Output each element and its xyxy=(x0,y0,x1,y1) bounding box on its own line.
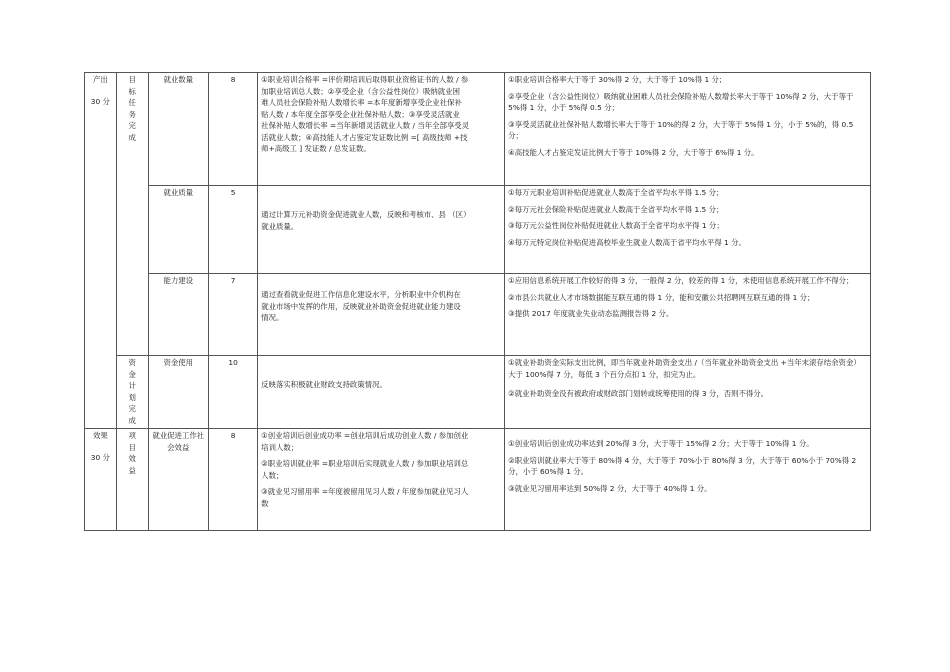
description-line: 社保补贴人数增长率 =当年新增灵活就业人数 / 当年全部享受灵 xyxy=(261,121,470,130)
sub-category-cell xyxy=(116,73,148,356)
description-line: 反映落实积极就业财政支持政策情况。 xyxy=(261,380,387,389)
description-cell xyxy=(258,274,505,356)
criteria-cell xyxy=(505,274,871,356)
indicator-cell: 能力建设 xyxy=(148,274,208,356)
criteria-item: ②市县公共就业人才市场数据能互联互通的得 1 分，能和安徽公共招聘网互联互通的得 1 分； xyxy=(508,292,815,302)
category-cell-effect xyxy=(85,429,117,531)
weight-cell: 8 xyxy=(208,73,257,186)
criteria-item: ①应用信息系统开展工作较好的得 3 分，一般得 2 分，较差的得 1 分，未使用信息系统开展工作不得分； xyxy=(508,276,854,285)
criteria-item: ②享受企业（含公益性岗位）吸纳就业困难人员社会保险补贴人数增长率大于等于 10%得 2 分，大于等于 5%得 1 分，小于 5%得 0.5 分； xyxy=(508,91,854,112)
table-row xyxy=(85,356,871,429)
indicator-cell: 就业促进工作社会效益 xyxy=(148,429,208,531)
indicator-cell: 资金使用 xyxy=(148,356,208,429)
description-line: 人数； xyxy=(261,470,284,480)
criteria-item: ①每万元职业培训补贴促进就业人数高于全省平均水平得 1.5 分； xyxy=(508,188,724,197)
criteria-item: ②职业培训就业率大于等于 80%得 4 分，大于等于 70%小于 80%得 3 分，大于等于 60%小于 70%得 2 分，小于 60%得 1 分。 xyxy=(508,455,857,476)
criteria-item: ④高技能人才占鉴定发证比例大于等于 10%得 2 分，大于等于 6%得 1 分。 xyxy=(508,147,759,157)
category-name: 产出 xyxy=(92,75,108,84)
criteria-item: ①职业培训合格率大于等于 30%得 2 分，大于等于 10%得 1 分； xyxy=(508,75,727,84)
description-line: 师+高级工 ] 发证数 / 总发证数。 xyxy=(261,144,371,153)
description-line: ②职业培训就业率 =职业培训后实现就业人数 / 参加职业培训总 xyxy=(261,459,469,468)
description-cell xyxy=(258,73,505,186)
table-row xyxy=(85,274,871,356)
criteria-item: ③提供 2017 年度就业失业动态监测报告得 2 分。 xyxy=(508,309,674,318)
weight-cell: 8 xyxy=(208,429,257,531)
weight-cell: 7 xyxy=(208,274,257,356)
description-line: 加职业培训总人数；②享受企业（含公益性岗位）吸纳就业困 xyxy=(261,86,460,96)
sub-category-cell xyxy=(116,429,148,531)
performance-evaluation-table xyxy=(84,72,871,531)
category-name: 效果 xyxy=(92,431,108,440)
criteria-item: ③就业见习留用率达到 50%得 2 分，大于等于 40%得 1 分。 xyxy=(508,483,712,493)
criteria-item: ②就业补助资金没有被政府或财政部门划转或统筹使用的得 3 分，否则不得分。 xyxy=(508,389,769,398)
sub-category-name: 项目效益 xyxy=(128,431,136,475)
description-line: ③就业见习留用率 =年度被留用见习人数 / 年度参加就业见习人 xyxy=(261,487,469,496)
description-cell xyxy=(258,429,505,531)
criteria-item: ③每万元公益性岗位补贴促进就业人数高于全省平均水平得 1 分； xyxy=(508,221,724,230)
indicator-cell: 就业数量 xyxy=(148,73,208,186)
table-row xyxy=(85,73,871,186)
description-line: 培训人数； xyxy=(261,442,299,452)
description-line: 就业市场中发挥的作用，反映就业补助资金促进就业能力建设 xyxy=(261,301,461,311)
indicator-cell: 就业质量 xyxy=(148,186,208,274)
description-line: 情况。 xyxy=(261,313,284,322)
table-row xyxy=(85,429,871,531)
table-row xyxy=(85,186,871,274)
description-cell xyxy=(258,186,505,274)
description-line: 贴人数 / 本年度全部享受企业社保补贴人数；③享受灵活就业 xyxy=(261,109,460,119)
criteria-cell xyxy=(505,356,871,429)
criteria-cell xyxy=(505,73,871,186)
criteria-item: ①创业培训后创业成功率达到 20%得 3 分，大于等于 15%得 2 分；大于等于 10%得 1 分。 xyxy=(508,439,814,448)
criteria-item: ①就业补助资金实际支出比例，即当年就业补助资金支出 /（当年就业补助资金支出 +当年末滚存结余资金）大于 100%得 7 分，每低 3 个百分点扣 1 分，扣完为止。 xyxy=(508,358,861,379)
description-line: 通过计算万元补助资金促进就业人数，反映和考核市、县 （区） xyxy=(261,210,471,219)
weight-cell: 10 xyxy=(208,356,257,429)
description-paragraph xyxy=(261,486,501,509)
category-score: 30 分 xyxy=(90,452,110,462)
criteria-item: ②每万元社会保险补贴促进就业人数高于全省平均水平得 1.5 分； xyxy=(508,204,724,214)
description-line: 难人员社会保险补贴人数增长率 =本年度新增享受企业社保补 xyxy=(261,98,462,107)
category-score: 30 分 xyxy=(90,96,110,106)
description-line: 通过查看就业促进工作信息化建设水平，分析职业中介机构在 xyxy=(261,290,461,299)
description-paragraph xyxy=(261,458,501,481)
description-line: 活就业人数；④高技能人才占鉴定发证数比例 =[ 高级技师 +技 xyxy=(261,132,468,142)
sub-category-name: 资金计划完成 xyxy=(128,358,136,425)
criteria-item: ③享受灵活就业社保补贴人数增长率大于等于 10%的得 2 分，大于等于 5%得 1 分，小于 5%的，得 0.5 分； xyxy=(508,119,854,140)
description-line: 数 xyxy=(261,498,269,508)
description-line: ①创业培训后创业成功率 =创业培训后成功创业人数 / 参加创业 xyxy=(261,431,469,440)
sub-category-name: 目标任务完成 xyxy=(128,75,136,142)
category-cell-output xyxy=(85,73,117,429)
sub-category-cell xyxy=(116,356,148,429)
criteria-item: ④每万元特定岗位补贴促进高校毕业生就业人数高于省平均水平得 1 分。 xyxy=(508,237,746,247)
description-line: ①职业培训合格率 =评价期培训后取得职业资格证书的人数 / 参 xyxy=(261,75,469,84)
weight-cell: 5 xyxy=(208,186,257,274)
description-cell xyxy=(258,356,505,429)
description-line: 就业质量。 xyxy=(261,221,299,231)
description-paragraph xyxy=(261,430,501,453)
criteria-cell xyxy=(505,186,871,274)
criteria-cell xyxy=(505,429,871,531)
